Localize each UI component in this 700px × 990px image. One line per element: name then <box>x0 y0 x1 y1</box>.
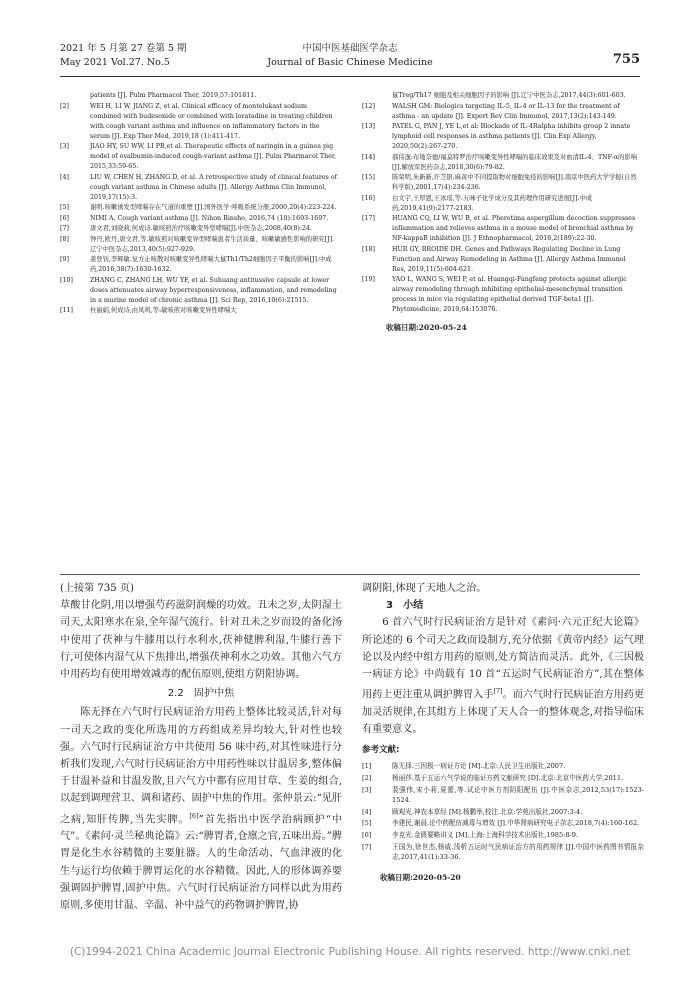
references-list <box>362 761 644 862</box>
section-heading: 2.2 固护中焦 <box>167 688 235 700</box>
reference-item <box>362 194 641 214</box>
reference-item <box>362 275 641 315</box>
reference-number: [2] <box>60 102 69 110</box>
reference-item <box>60 102 339 142</box>
reference-item <box>362 785 644 806</box>
paragraph-text: 。而六气时行民病证治方用药更加灵活规律,在其组方上体现了天人合一的整体观念,对指导临床有重要意义。 <box>362 689 645 735</box>
reference-text: 谢明.咳嗽诱发型哮喘存在气道的重塑 [J].国外医学·呼吸系统分册,2000,20(4):223-224. <box>90 204 337 211</box>
reference-item <box>60 173 339 203</box>
page-number: 755 <box>612 52 640 67</box>
reference-number: [12] <box>362 102 375 110</box>
paragraph <box>362 614 644 738</box>
reference-item <box>362 214 641 244</box>
reference-number: [17] <box>362 215 375 222</box>
journal-name-cn: 中国中医基础医学杂志 <box>302 43 398 54</box>
reference-item <box>362 173 641 193</box>
reference-text: 杜丽娟,何成诗,由凤鸣,等:敏咳煎对咳嗽变异性哮喘大 <box>90 307 237 314</box>
reference-number: [6] <box>60 214 69 222</box>
reference-text: WALSH GM: Biologics targeting IL-5, IL-4 or IL-13 for the treatment of asthma - an update [J]. Expert Rev Clin Immunol, 2017,13(2):143-149. <box>392 102 620 120</box>
reference-text: YAO L, WANG S, WEI P, et al. Huangqi-Fangfeng protects against allergic airway remodeling through inhibiting epithelial-mesenchymal transition process in mice via regulating epithelial derived TGF-beta1 [J]. Phytomedicine, 2019,64:153076. <box>392 276 627 313</box>
reference-item <box>60 91 339 101</box>
reference-text: 钟丹,欧丹,唐文君,等.敏咳煎对咳嗽变异型哮喘患者生活质量、咳嗽敏感性影响的研究[J].辽宁中医杂志,2013,40(5):927-929. <box>90 235 335 253</box>
reference-item <box>362 761 644 772</box>
issue-cn: 2021 年 5 月第 27 卷第 5 期 <box>60 43 187 54</box>
reference-text: ZHANG C, ZHANG LH, WU YF, et al. Suhuang antitussive capsule at lower doses attenuates airway hyperresponsiveness, inflammation, and remodeling in a murine model of chronic asthma [J]. Sci Rep, 2016,10(6):21515. <box>90 276 337 304</box>
reference-item <box>362 102 641 122</box>
reference-text: NIMI A. Cough variant asthma [J]. Nihon Rinsho, 2016,74 (10):1693-1697. <box>90 214 329 222</box>
reference-number: [18] <box>362 245 375 253</box>
references-heading: 参考文献: <box>362 745 400 756</box>
reference-number: [19] <box>362 276 375 283</box>
reference-text: 陈荣明,朱新新,许芝银.麻黄中不同提取物对细胞免疫的影响[J].南京中医药大学学报(自然科学版),2001,17(4):234-236. <box>392 174 637 191</box>
reference-item <box>362 245 641 275</box>
reference-text: 姜登钊,李辉敏.复方止咳散对咳嗽变异性哮喘大鼠Th1/Th2细胞因子平衡的影响[J].中成药,2016,38(7):1630-1632. <box>90 256 332 273</box>
paragraph <box>60 704 342 914</box>
reference-text: 顾观光.神农本草经 [M].杨鹏举,校注.北京:学苑出版社,2007:3-4. <box>392 807 583 816</box>
reference-number: [15] <box>362 174 375 181</box>
continuation-note: (上接第 735 页) <box>60 583 134 594</box>
reference-number: [3] <box>362 785 372 794</box>
reference-text: patients [J]. Pulm Pharmacol Ther, 2019,57:101811. <box>90 92 257 99</box>
header-rule <box>60 76 640 77</box>
reference-number: [16] <box>362 194 375 202</box>
reference-text: 唐文君,刘晓莉,何成诗.敏咳煎治疗咳嗽变异型哮喘[J].中医杂志,2008,40(8):24. <box>90 225 312 232</box>
paragraph-text: 陈无择在六气时行民病证治方用药上整体比较灵活,针对每一司天之政的变化所选用的方药组成差异均较大,针对性也较强。六气时行民病证治方中共使用 56 味中药,对其性味进行分析我们发现,六气时行民病证治方中用药性味以甘温居多,整体偏于甘温补益和甘温发散,且六气方中都有应用甘草、生姜的组合,以起到调理营卫、调和诸药、固护中焦的作用。张仲景云:“见肝之病,知肝传脾,当先实脾。 <box>60 707 342 825</box>
reference-text: 白文宇,王厚恩,王冰瑶,等.五味子化学成分及其药理作用研究进展[J].中成药,2019,41(9):2177-2183. <box>392 194 593 212</box>
reference-text: 杨丽莎.基于五运六气学说的临证方药文献研究 [D].北京:北京中医药大学,2011. <box>392 773 624 782</box>
body-left-column <box>60 580 342 914</box>
reference-item <box>60 142 339 172</box>
reference-number: [11] <box>60 307 73 314</box>
received-date: 收稿日期:2020-05-20 <box>380 872 461 882</box>
reference-text: 李克光.金匮要略讲义 [M].上海:上海科学技术出版社,1985:8-9. <box>392 830 579 839</box>
reference-item <box>60 203 339 213</box>
reference-item <box>362 830 644 841</box>
reference-text: HUANG CQ, LI W, WU B, et al. Pheretima aspergillum decoction suppresses inflammation and relieves asthma in a mouse model of bronchial asthma by NF-kappaB inhibition [J]. J Ethnopharmacol, 2016,2(189):22-30. <box>392 215 636 242</box>
reference-item <box>60 224 339 234</box>
copyright-footer: (C)1994-2021 China Academic Journal Electronic Publishing House. All rights reserved. http://www.cnki.net <box>69 946 631 958</box>
reference-item <box>362 122 641 152</box>
reference-number: [1] <box>362 762 372 771</box>
references-left-column <box>60 91 339 317</box>
reference-number: [13] <box>362 123 375 130</box>
reference-text: LIU W, CHEN H, ZHANG D, et al. A retrospective study of clinical features of cough variant asthma in Chinese adults [J]. Allergy Asthma Clin Immunol, 2019,17(15):3. <box>90 173 337 201</box>
reference-number: [6] <box>362 830 372 839</box>
reference-item <box>362 807 644 818</box>
running-header <box>60 42 640 78</box>
citation-link[interactable]: [7] <box>493 687 503 696</box>
header-center <box>60 42 640 70</box>
reference-number: [5] <box>60 204 69 211</box>
reference-number: [10] <box>60 276 73 284</box>
article-divider <box>60 574 640 575</box>
reference-item <box>362 818 644 829</box>
reference-item <box>60 255 339 275</box>
reference-number: [8] <box>60 235 69 243</box>
citation-link[interactable]: [6] <box>189 811 199 820</box>
reference-text: PATEL G, PAN J, YE L,et al: Blockade of IL-4Ralpha inhibits group 2 innate lymphoid cell responses in asthma patients [J]. Clin Exp Allergy, 2020,50(2):267-270. <box>392 123 631 150</box>
reference-text: JIAO HY, SU WW, LI PB,et al. Therapeutic effects of naringin in a guinea pig model of ovalbumin-induced cough-variant asthma [J]. Pulm Pharmacol Ther, 2015,33:59-65. <box>90 143 337 170</box>
reference-number: [4] <box>60 173 69 181</box>
journal-name-en: Journal of Basic Chinese Medicine <box>267 57 433 68</box>
reference-text: 李建民,谢晨.论中药配伍减毒与增效 [J].中华肾病研究电子杂志,2018,7(4):160-162. <box>392 819 640 828</box>
reference-item <box>60 276 339 306</box>
reference-item <box>362 773 644 784</box>
paragraph-text: ”首先指出中医学治病顾护“中气”。《素问·灵兰秘典论篇》云:“脾胃者,仓廪之官,五味出焉。”脾胃是化生水谷精微的主要脏器。人的生命活动、气血津液的化生与运行均依赖于脾胃运化的水谷精微。因此,人的形体调养要强调固护脾胃,固护中焦。六气时行民病证治方同样以此为用药原则,多使用甘温、辛温、补中益气的药物调护脾胃,协 <box>60 814 342 912</box>
body-right-column <box>362 580 644 886</box>
reference-text: WEI H, LI W, JIANG Z, et al. Clinical efficacy of montelukast sodium combined with budesonide or combined with loratadine in treating children with cough variant asthma and influence on inflammatory factors in the serum [J]. Exp Ther Med, 2019,18 (1):411-417. <box>90 102 333 140</box>
reference-text: 裴强伟,宋小莉,夏蕾,等.试论中医方剂阴阳配伍 [J].中医杂志,2012,53(17):1523-1524. <box>392 785 644 805</box>
reference-item <box>60 306 339 316</box>
reference-number: [5] <box>362 819 372 828</box>
reference-number: [7] <box>362 842 372 851</box>
reference-text: 鼠Treg/Th17 细胞及相关细胞因子的影响 [J].辽宁中医杂志,2017,44(3):601-603. <box>392 92 626 99</box>
reference-item <box>362 91 641 101</box>
reference-number: [7] <box>60 225 69 232</box>
paragraph-text: 6 首六气时行民病证治方是针对《素问·六元正纪大论篇》所论述的 6 个司天之政而设制方,充分依据《黄帝内经》运气理论以及内经中组方用药的原则,处方简洁而灵活。此外,《三因极一病证方论》中尚载有 10 首“五运时气民病证治方”,其在整体用药上更注重从调护脾胃入手 <box>362 617 644 701</box>
reference-item <box>60 214 339 224</box>
reference-text: HUR GY, BROIDE DH. Genes and Pathways Regulating Decline in Lung Function and Airway Remodeling in Asthma [J]. Allergy Asthma Immunol Res, 2019,11(5):604-621. <box>392 245 626 273</box>
reference-item <box>362 153 641 173</box>
reference-text: 郝伟逸:布地奈德/福莫特罗治疗咳嗽变异性哮喘的临床效果及对血清IL-4、TNF-α的影响[J].解放军医药杂志,2018,30(6):79-82. <box>392 153 638 171</box>
reference-number: [4] <box>362 807 372 816</box>
section-heading: 3 小结 <box>386 600 424 612</box>
reference-number: [14] <box>362 153 375 161</box>
received-date: 收稿日期:2020-05-24 <box>386 323 467 332</box>
references-right-column <box>362 91 641 333</box>
reference-number: [3] <box>60 143 69 150</box>
reference-number: [2] <box>362 773 372 782</box>
reference-text: 王国为,徐世杰,杨威.浅析五运时气民病证治方的用药规律 [J].中国中医药图书情报杂志,2017,41(1):33-36. <box>392 842 644 862</box>
paragraph: 草酸甘化阴,用以增强芍药滋阴润燥的功效。丑未之岁,太阴湿土司天,太阳寒水在泉,全年湿气流行。针对丑未之岁而设的备化汤中使用了茯神与牛膝用以行水利水,茯神健脾利湿,牛膝行善下行,可使体内湿气从下焦排出,增强茯神利水之功效。其他六气方中用药均有使用增效减毒的配伍原则,使组方阴阳协调。 <box>60 600 342 681</box>
paragraph: 调阴阳,体现了天地人之治。 <box>362 583 487 594</box>
reference-text: 陈无择.三因极一病证方论 [M].北京:人民卫生出版社,2007. <box>392 762 566 771</box>
reference-item <box>60 235 339 255</box>
issue-en: May 2021 Vol.27. No.5 <box>60 57 170 68</box>
reference-item <box>362 842 644 863</box>
reference-number: [9] <box>60 256 69 263</box>
